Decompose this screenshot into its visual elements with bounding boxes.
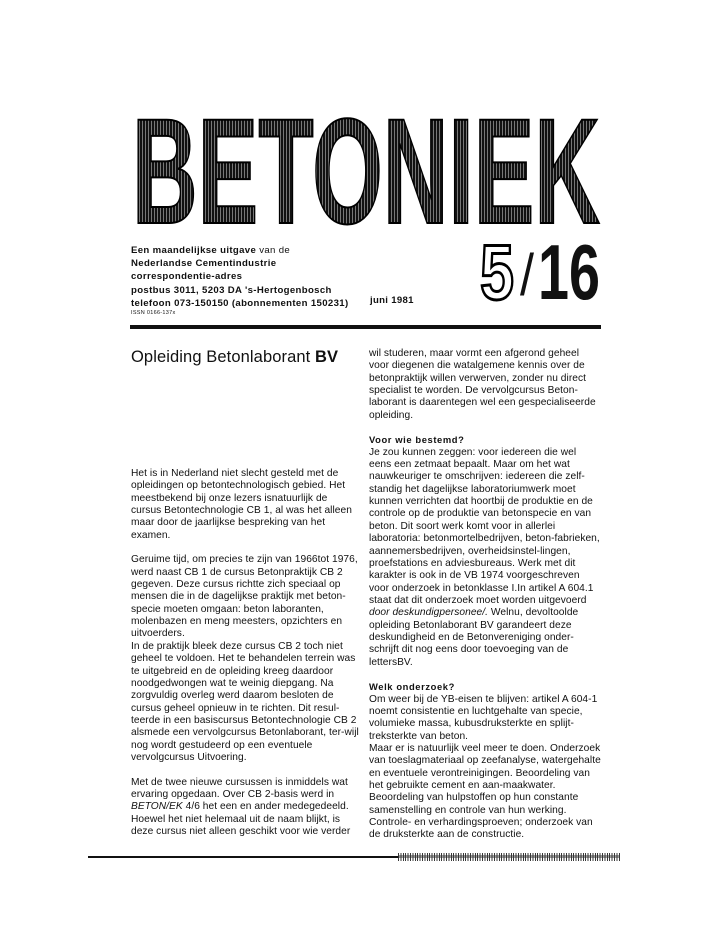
issue-no: 16 [538,228,600,316]
article-title-main: Opleiding Betonlaborant [131,348,316,366]
issn: ISSN 0166-137x [131,310,176,316]
publication-info [131,244,349,310]
right-paragraph-1 [369,447,601,669]
left-column [131,468,359,838]
publisher-line-5: telefoon 073-150150 (abonnementen 150231) [131,297,349,309]
publisher-line-2: Nederlandse Cementindustrie [131,258,277,270]
issue-volume: 5 [480,228,514,316]
left-paragraph-1: Het is in Nederland niet slecht gesteld met de opleidingen op betontechnologisch gebied. Het meestbekend bij onze lezers isnatuurlijk de cursus Betontechnologie CB 1, al was het alleen maar door de jaarlijkse bespreking van het examen. [131,468,352,541]
header-rule [130,325,601,329]
left-paragraph-4-b: 4/6 het een en ander medegedeeld. Hoewel het niet helemaal uit de naam blijkt, is deze cursus niet alleen geschikt voor wie verder [131,801,351,837]
issue-date: juni 1981 [370,295,414,306]
left-paragraph-4-a: Met de twee nieuwe cursussen is inmiddels wat ervaring opgedaan. Over CB 2-basis werd in [131,776,348,800]
right-intro: wil studeren, maar vormt een afgerond geheel voor diegenen die watalgemene kennis over de betonpraktijk willen verwerven, zonder nu direct specialist te worden. De vervolgcursus Beton-laborant is daarentegen wel een gespecialiseerde opleiding. [369,348,596,421]
heading-voor-wie: Voor wie bestemd? [369,434,465,446]
right-paragraph-1-b: Welnu, devoltoolde opleiding Betonlaborant BV garandeert deze deskundigheid en de Betonvereniging onder-schrijft dit nog eens door toevoeging van de lettersBV. [369,607,579,668]
magazine-name-italic: BETON/EK [131,801,183,813]
right-paragraph-1-a: Je zou kunnen zeggen: voor iedereen die wel eens een zetmaat bepaalt. Maar om het wat nauwkeuriger te omschrijven: iedereen die zelf-standig het dagelijkse laboratoriumwerk moet kunnen verrichten dat hoortbij de produktie en de controle op de produktie van betonspecie en van beton. Dit soort werk komt voor in allerlei laboratoria: betonmortelbedrijven, beton-fabrieken, aannemersbedrijven, overheidsinstel-lingen, proefstations en adviesbureaus. Werk met dit karakter is ook in de VB 1974 voorgeschreven voor onderzoek in betonklasse I.In artikel A 604.1 staat dat dit onderzoek moet worden uitgevoerd [369,446,600,606]
issue-number [480,228,602,316]
issue-slash: / [520,243,535,308]
article-title-bv: BV [315,348,339,366]
publisher-line-1-rest: van de [256,245,291,256]
left-paragraph-2: Geruime tijd, om precies te zijn van 1966tot 1976, werd naast CB 1 de cursus Betonpraktijk CB 2 gegeven. Deze cursus richtte zich speciaal op mensen die in de dagelijkse praktijk met beton-specie moeten omgaan: beton laboranten, molenbazen en meng meesters, opzichters en uitvoerders. [131,554,358,640]
masthead-title: BETONIEK [132,87,600,255]
footer-rule [88,856,400,858]
right-column [369,348,601,842]
footer-hatch-band [398,855,620,858]
right-paragraph-3: Maar er is natuurlijk veel meer te doen. Onderzoek van toeslagmateriaal op zeefanalyse, watergehalte en eventuele verontreinigingen. Beoordeling van het gebruikte cement en aan-maakwater. Beoordeling van hulpstoffen op hun constante samenstelling en controle van hun werking. Controle- en verhardingsproeven; onderzoek van de druksterkte aan de constructie. [369,743,601,841]
publisher-line-1-bold: Een maandelijkse uitgave [131,245,257,256]
left-paragraph-3: In de praktijk bleek deze cursus CB 2 toch niet geheel te voldoen. Het te behandelen terrein was te uitgebreid en de opleiding kreeg daardoor noodgedwongen wat te weinig diepgang. Na zorgvuldig overleg werd daarom besloten de cursus geheel opnieuw in te richten. Dit resul-teerde in een basiscursus Betontechnologie CB 2 alsmede een vervolgcursus Betonlaborant, ter-wijl nog wordt gestudeerd op een eventuele vervolgcursus Uitvoering. [131,640,359,763]
left-paragraph-4 [131,777,359,839]
heading-welk-onderzoek: Welk onderzoek? [369,681,455,693]
right-paragraph-2: Om weer bij de YB-eisen te blijven: artikel A 604-1 noemt consistentie en luchtgehalte van specie, volumieke massa, kubusdruksterkte en splijt-treksterkte van beton. [369,693,598,742]
right-paragraph-1-italic: door deskundigpersonee/. [369,607,489,619]
article-title [131,348,338,367]
publisher-line-3: correspondentie-adres [131,271,243,283]
publisher-line-4: postbus 3011, 5203 DA 's-Hertogenbosch [131,284,332,296]
